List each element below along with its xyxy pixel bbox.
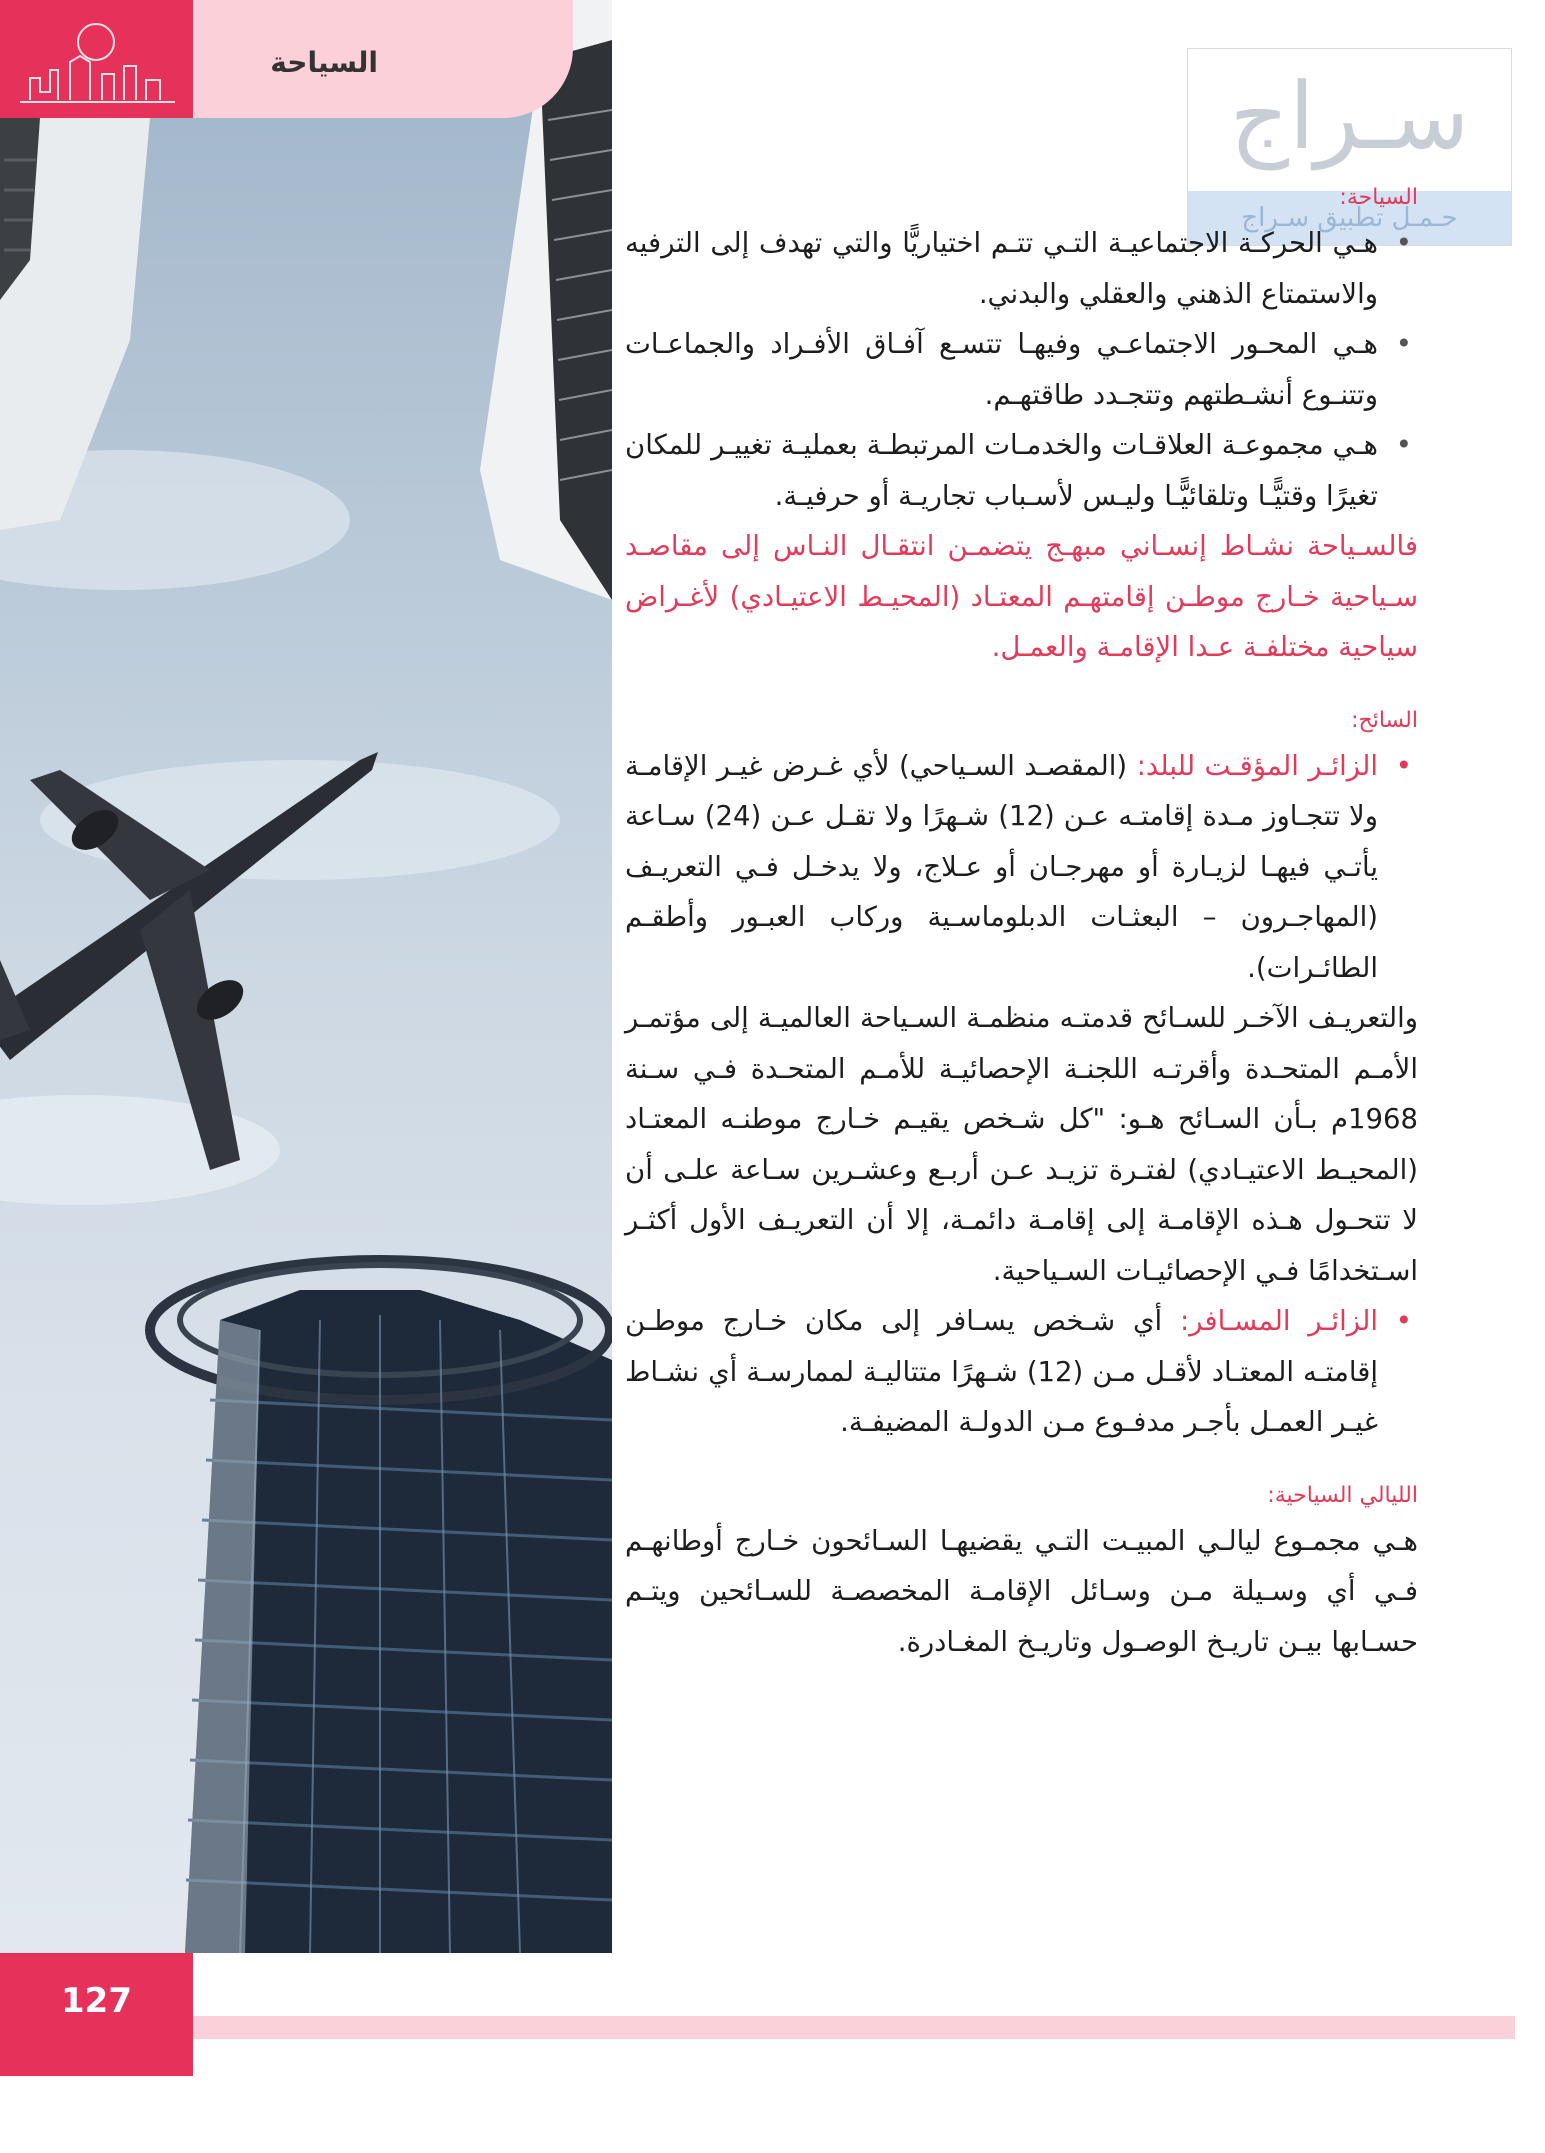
page-number: 127	[61, 1981, 132, 2021]
list-item	[625, 741, 1418, 994]
list-item	[625, 1296, 1418, 1448]
logo-word: سـراج	[1229, 63, 1470, 170]
chapter-header-tab	[193, 0, 573, 118]
skyscrapers-airplane-illustration	[0, 0, 612, 1953]
term-traveling-visitor-text: أي شـخص يسـافر إلى مكان خـارج موطـن إقامتـه المعتـاد لأقـل مـن (12) شـهرًا متتاليـة لممارسـة أي نشـاط غيـر العمـل بأجـر مدفـوع مـن الدولـة المضيفـة.	[625, 1305, 1378, 1438]
section-heading-tourist: السائح:	[1351, 707, 1418, 733]
term-temporary-visitor-text: (المقصـد السـياحي) لأي غـرض غيـر الإقامـة ولا تتجـاوز مـدة إقامتـه عـن (12) شـهرًا ولا تقـل عـن (24) سـاعة يأتـي فيهـا لزيـارة أو مهرجـان أو عـلاج، ولا يدخـل فـي التعريـف (المهاجـرون – البعثـات الدبلوماسـية وركاب العبـور وأطقـم الطائـرات).	[625, 749, 1378, 984]
logo-tagline: حـمـل تطبيق سـراج	[1188, 191, 1511, 245]
section-heading-tourism: السياحة:	[1339, 185, 1418, 210]
tourist-list-1	[625, 741, 1418, 994]
main-content	[625, 178, 1418, 1667]
city-skyline-icon	[0, 0, 193, 118]
footer-bar	[193, 2016, 1515, 2039]
tourist-list-2	[625, 1296, 1418, 1448]
term-traveling-visitor: الزائـر المسـافر:	[1180, 1305, 1378, 1337]
lower-tower	[150, 1260, 612, 1953]
tourism-definitions-list	[625, 218, 1418, 521]
section-heading-nights: الليالي السياحية:	[1267, 1482, 1418, 1508]
tourist-definition-paragraph: والتعريـف الآخـر للسـائح قدمتـه منظمـة السـياحة العالميـة إلى مؤتمـر الأمـم المتحـدة وأقرتـه اللجنـة الإحصائيـة للأمـم المتحـدة فـي سـنة 1968م بـأن السـائح هـو: "كل شـخص يقيـم خـارج موطنـه المعتـاد (المحيـط الاعتيـادي) لفتـرة تزيـد عـن أربـع وعشـرين سـاعة علـى أن لا تتحـول هـذه الإقامـة إلى إقامـة دائمـة، إلا أن التعريـف الأول أكثـر اسـتخدامًا فـي الإحصائيـات السـياحية.	[625, 1002, 1418, 1287]
list-item: • هـي المحـور الاجتماعـي وفيهـا تتسـع آفـاق الأفـراد والجماعـات وتتنـوع أنشـطتهم وتتجـدد طاقتهـم.	[625, 319, 1418, 420]
tourism-photo	[0, 0, 612, 1953]
page-number-box	[0, 1953, 193, 2076]
tourist-nights-paragraph: هـي مجمـوع ليالـي المبيـت التـي يقضيهـا السـائحون خـارج أوطانهـم فـي أي وسـيلة مـن وسـائل الإقامـة المخصصـة للسـائحين ويتـم حسـابها بيـن تاريـخ الوصـول وتاريـخ المغـادرة.	[625, 1524, 1418, 1658]
list-item: • هـي مجموعـة العلاقـات والخدمـات المرتبطـة بعمليـة تغييـر للمكان تغيرًا وقتيًّـا وتلقائيًّـا وليـس لأسـباب تجاريـة أو حرفيـة.	[625, 420, 1418, 521]
tourism-summary-highlight: فالسـياحة نشـاط إنسـاني مبهـج يتضمـن انتقـال النـاس إلى مقاصـد سـياحية خـارج موطـن إقامتهـم المعتـاد (المحيـط الاعتيـادي) لأغـراض سياحية مختلفـة عـدا الإقامـة والعمـل.	[625, 530, 1418, 663]
term-temporary-visitor: الزائـر المؤقـت للبلد:	[1136, 749, 1378, 782]
list-item: • هـي الحركـة الاجتماعيـة التـي تتـم اختياريًّا والتي تهدف إلى الترفيه والاستمتاع الذهني والعقلي والبدني.	[625, 218, 1418, 319]
chapter-title: السياحة	[270, 46, 378, 79]
corner-logo-badge	[0, 0, 193, 118]
